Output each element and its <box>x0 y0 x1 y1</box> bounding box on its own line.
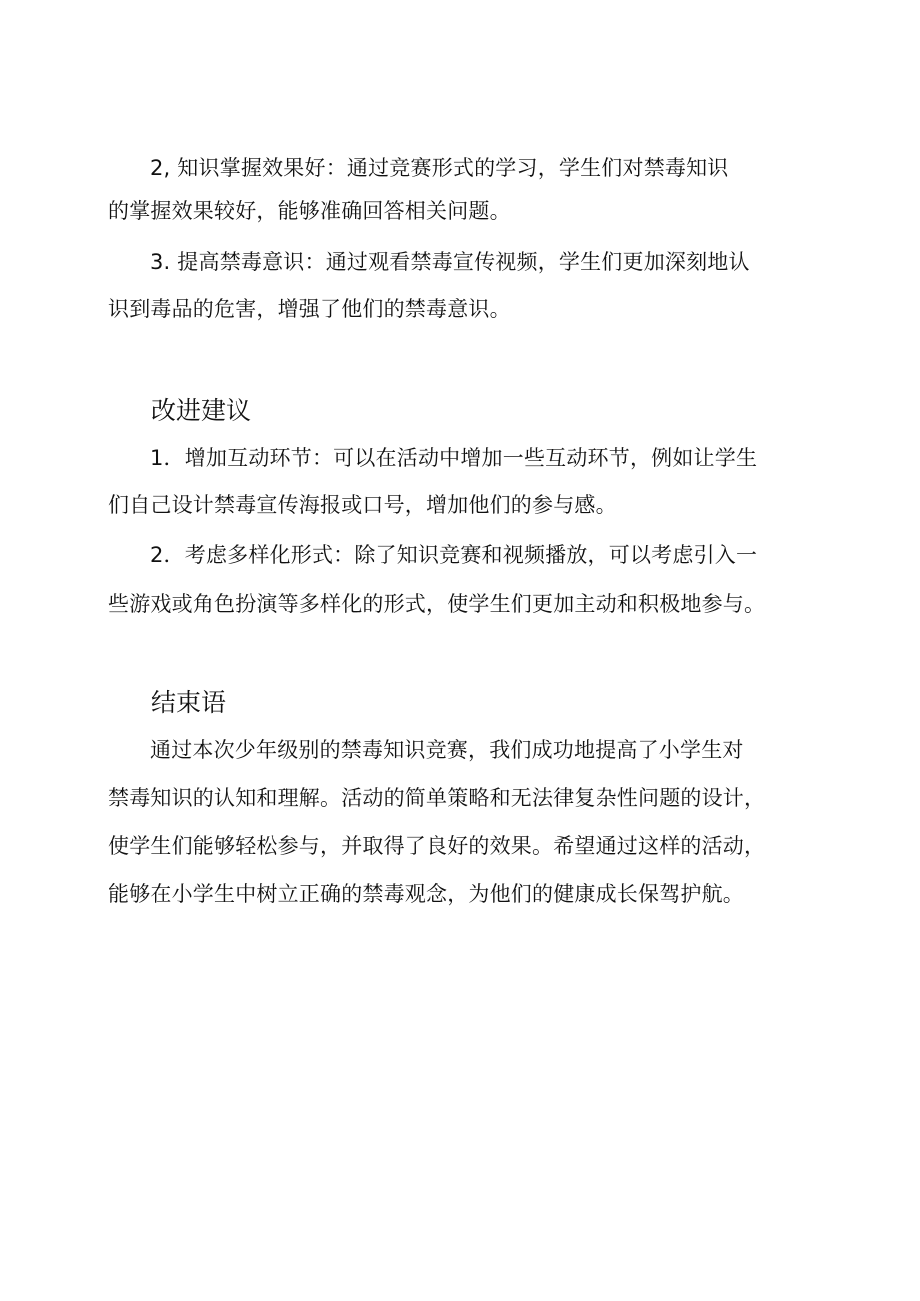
improvement-item-2-line-2: 些游戏或角色扮演等多样化的形式，使学生们更加主动和积极地参与。 <box>108 592 766 616</box>
conclusion-line-2: 禁毒知识的认知和理解。活动的简单策略和无法律复杂性问题的设计， <box>108 786 766 810</box>
result-item-2-line-1: 2, 知识掌握效果好：通过竞赛形式的学习，学生们对禁毒知识 <box>150 156 729 180</box>
result-item-3-line-2: 识到毒品的危害，增强了他们的禁毒意识。 <box>108 297 511 321</box>
conclusion-line-4: 能够在小学生中树立正确的禁毒观念，为他们的健康成长保驾护航。 <box>108 882 744 906</box>
conclusion-line-3: 使学生们能够轻松参与，并取得了良好的效果。希望通过这样的活动， <box>108 834 766 858</box>
result-item-2-line-2: 的掌握效果较好，能够准确回答相关问题。 <box>108 199 511 223</box>
improvement-item-1-line-2: 们自己设计禁毒宣传海报或口号，增加他们的参与感。 <box>108 493 617 517</box>
improvements-heading: 改进建议 <box>151 396 252 425</box>
conclusion-heading: 结束语 <box>151 688 227 717</box>
improvement-item-1-line-1: 1．增加互动环节：可以在活动中增加一些互动环节，例如让学生 <box>150 446 758 470</box>
conclusion-line-1: 通过本次少年级别的禁毒知识竞赛，我们成功地提高了小学生对 <box>150 738 744 762</box>
result-item-3-line-1: 3. 提高禁毒意识：通过观看禁毒宣传视频，学生们更加深刻地认 <box>150 250 750 274</box>
improvement-item-2-line-1: 2．考虑多样化形式：除了知识竞赛和视频播放，可以考虑引入一 <box>150 543 758 567</box>
